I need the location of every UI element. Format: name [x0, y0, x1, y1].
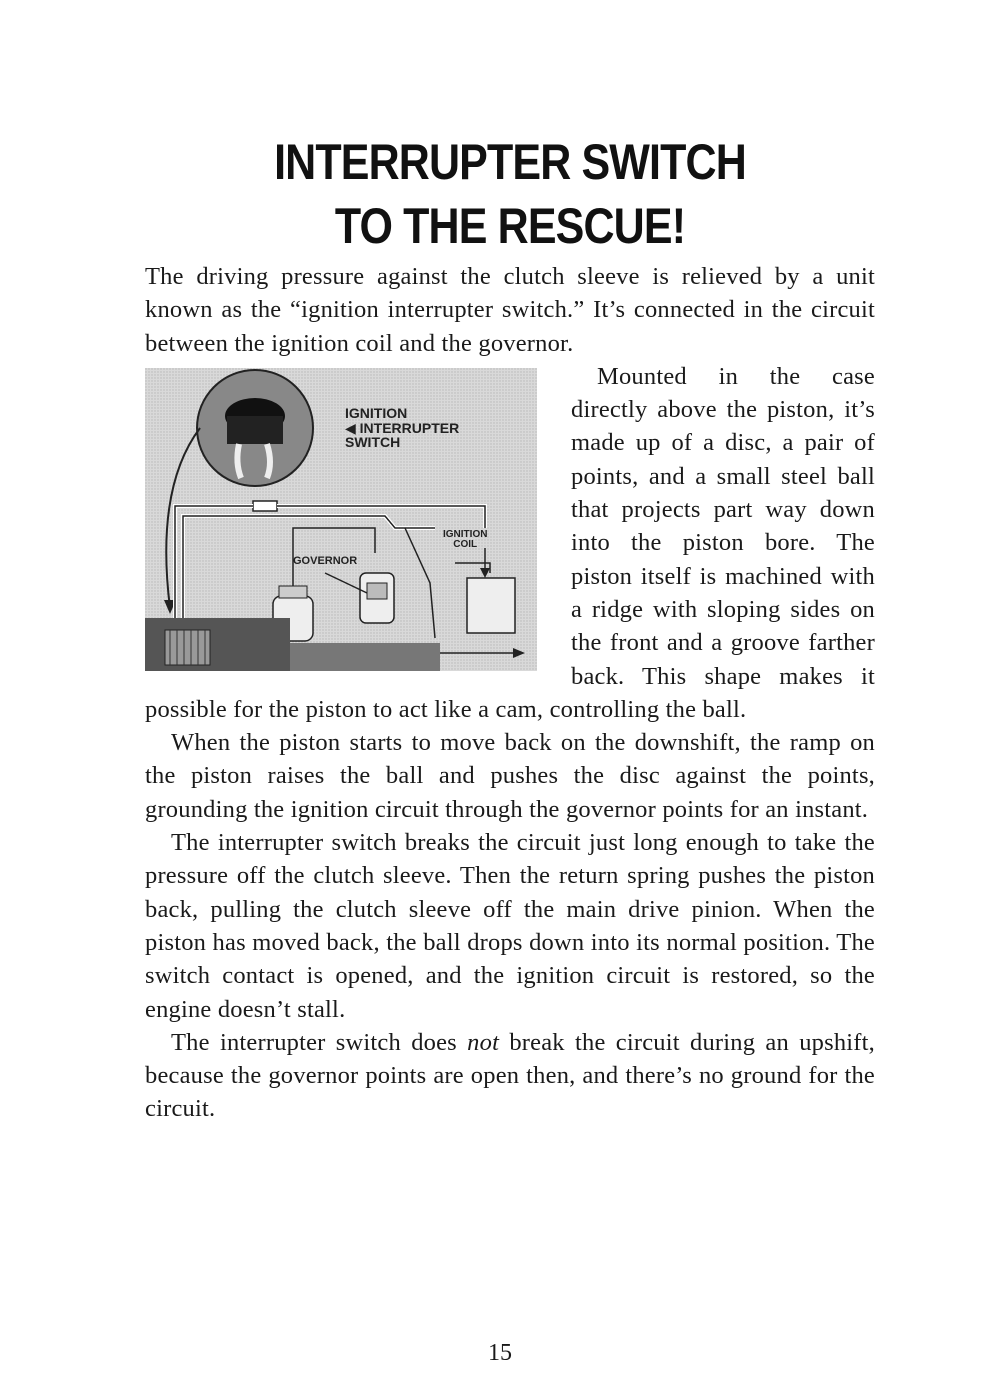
label-coil-line-2: COIL	[453, 539, 478, 551]
title-line-1: INTERRUPTER SWITCH	[274, 134, 746, 190]
switch-body	[227, 416, 283, 444]
label-ignition-interrupter-switch	[345, 406, 459, 450]
inline-fuse	[253, 501, 277, 511]
label-switch-line-2: INTERRUPTER	[359, 419, 460, 436]
label-switch-line-1: IGNITION	[345, 404, 408, 421]
ignition-coil-body	[467, 578, 515, 633]
paragraph-downshift: When the piston starts to move back on the downshift, the ramp on the piston raises the ball and pushes the disc against the points, grounding the ignition circuit through the governor points for an instant.	[145, 729, 875, 823]
paragraph-interrupter: The interrupter switch breaks the circuit just long enough to take the pressure off the clutch sleeve. Then the return spring pushes the piston back, pulling the clutch sleeve off the main drive pinion. When the piston has moved back, the ball drops down into its normal position. The switch contact is opened, and the ignition circuit is restored, so the engine doesn’t stall.	[145, 829, 875, 1023]
upshift-text-before: The interrupter switch does	[171, 1028, 468, 1056]
label-arrow-icon: ◀	[345, 419, 356, 436]
page-title	[196, 130, 824, 258]
solenoid-spring	[165, 630, 210, 665]
paragraph-mounted: Mounted in the case directly above the piston, it’s made up of a disc, a pair of points, and a small steel ball that projects part way down into the piston bore. The piston itself is machined with a ridge with sloping sides on the front and a groove farther back. This shape makes it possible for the piston to act like a cam, controlling the ball.	[145, 362, 875, 723]
page-number: 15	[488, 1340, 512, 1366]
interrupter-diagram	[145, 368, 537, 671]
circuit-illustration	[145, 368, 537, 671]
page-content	[145, 130, 875, 1126]
title-line-2: TO THE RESCUE!	[334, 198, 686, 254]
distributor-cap	[367, 583, 387, 599]
label-coil-line-1: IGNITION	[443, 528, 488, 540]
label-ignition-coil	[443, 530, 487, 551]
upshift-text-after: break the circuit during an upshift, because the governor points are open then, and there’s no ground for the circuit.	[145, 1028, 875, 1123]
switch-lead-2	[267, 444, 270, 478]
paragraph-intro: The driving pressure against the clutch sleeve is relieved by a unit known as the “ignition interrupter switch.” It’s connected in the circuit between the ignition coil and the governor.	[145, 263, 875, 357]
label-governor: GOVERNOR	[293, 554, 358, 567]
upshift-emphasis: not	[467, 1028, 500, 1056]
paragraph-upshift	[145, 1026, 875, 1126]
drive-shaft	[290, 643, 440, 671]
label-switch-line-3: SWITCH	[345, 434, 401, 451]
governor-cap	[279, 586, 307, 598]
